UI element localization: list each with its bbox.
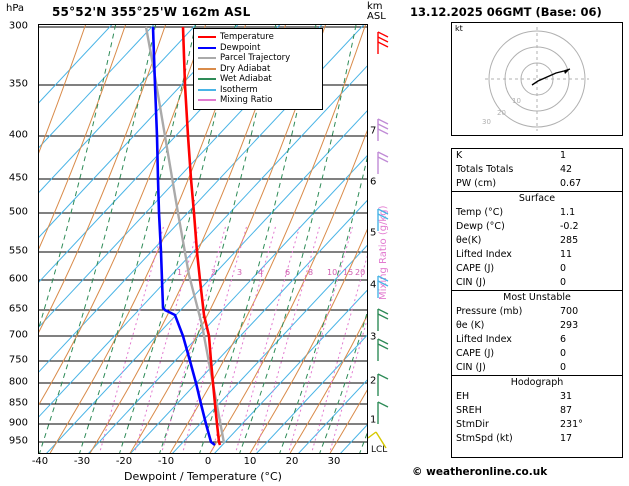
temperature-tick: -20 — [115, 456, 133, 467]
table-row — [452, 206, 622, 220]
legend-label: Dewpoint — [220, 42, 261, 53]
wind-barb — [378, 374, 388, 396]
legend-item — [198, 95, 318, 106]
hodograph-ring — [521, 63, 553, 95]
hodograph-ring-label: 20 — [497, 109, 506, 117]
section-title: Hodograph — [510, 377, 564, 388]
index-label: Lifted Index — [456, 249, 512, 260]
mixing-ratio-value: 15 — [343, 268, 354, 277]
index-value: 31 — [560, 391, 573, 402]
height-tick: 5 — [370, 227, 377, 239]
pressure-tick: 950 — [8, 435, 28, 447]
index-value: 700 — [560, 306, 579, 317]
legend-label: Mixing Ratio — [220, 95, 273, 105]
legend-swatch-parcel — [198, 57, 216, 59]
table-row — [452, 333, 622, 347]
legend-swatch-wet-adiabat — [198, 78, 216, 80]
mixing-ratio-value: 10 — [327, 268, 338, 277]
mixing-ratio-value: 1 — [177, 268, 183, 277]
legend-label: Dry Adiabat — [220, 63, 271, 74]
legend-item — [198, 64, 318, 75]
index-label: CIN (J) — [456, 277, 486, 288]
index-label: K — [456, 150, 463, 161]
index-value: 87 — [560, 405, 573, 416]
index-value: 285 — [560, 235, 579, 246]
height-tick: 7 — [370, 125, 377, 137]
legend-item — [198, 32, 318, 43]
index-value: 11 — [560, 249, 573, 260]
mixing-ratio-value: 6 — [285, 268, 291, 277]
wind-barb — [378, 152, 388, 174]
temperature-tick: 0 — [204, 456, 212, 467]
indices-section-hodograph — [452, 376, 622, 446]
copyright-notice: © weatheronline.co.uk — [412, 466, 548, 478]
index-value: 0.67 — [560, 178, 582, 189]
legend-swatch-isotherm — [198, 89, 216, 91]
index-label: Dewp (°C) — [456, 221, 505, 232]
table-row — [452, 361, 622, 375]
pressure-tick: 800 — [8, 376, 28, 388]
station-title: 55°52'N 355°25'W 162m ASL — [52, 5, 251, 19]
table-row — [452, 149, 622, 163]
index-value: 0 — [560, 263, 567, 274]
height-unit-label: km ASL — [367, 1, 386, 22]
table-row — [452, 276, 622, 290]
index-label: EH — [456, 391, 470, 402]
index-value: 0 — [560, 277, 567, 288]
pressure-tick: 600 — [8, 273, 28, 285]
pressure-tick: 350 — [8, 78, 28, 90]
legend-swatch-mixing-ratio — [198, 99, 216, 101]
index-value: 1.1 — [560, 207, 576, 218]
chart-legend — [193, 28, 323, 110]
wind-barb — [378, 309, 388, 331]
table-row — [452, 177, 622, 191]
table-row — [452, 347, 622, 361]
section-title: Surface — [518, 193, 556, 204]
temperature-tick: -10 — [157, 456, 175, 467]
table-row — [452, 305, 622, 319]
temperature-tick: -30 — [73, 456, 91, 467]
index-label: PW (cm) — [456, 178, 497, 189]
pressure-unit-label: hPa — [6, 3, 25, 14]
pressure-tick: 500 — [8, 206, 28, 218]
mixing-ratio-value: 4 — [258, 268, 264, 277]
index-value: 1 — [560, 150, 567, 161]
index-label: SREH — [456, 405, 482, 416]
sounding-indices-table — [451, 148, 623, 458]
pressure-tick: 300 — [8, 20, 28, 32]
legend-label: Parcel Trajectory — [220, 53, 291, 63]
table-row — [452, 163, 622, 177]
table-row — [452, 404, 622, 418]
x-axis-label: Dewpoint / Temperature (°C) — [124, 470, 282, 483]
indices-section-surface — [452, 192, 622, 291]
index-label: CIN (J) — [456, 362, 486, 373]
wind-barb — [378, 402, 388, 424]
wind-barb — [378, 276, 388, 298]
legend-item — [198, 53, 318, 64]
wind-barb — [378, 339, 388, 361]
hodograph-ring-label: 30 — [482, 118, 491, 126]
height-tick: 3 — [370, 331, 377, 343]
legend-label: Isotherm — [220, 84, 258, 95]
index-value: 0 — [560, 362, 567, 373]
index-value: -0.2 — [560, 221, 579, 232]
pressure-tick: 750 — [8, 354, 28, 366]
table-row — [452, 248, 622, 262]
mixing-ratio-value: 8 — [308, 268, 314, 277]
indices-section-most-unstable — [452, 291, 622, 376]
table-row — [452, 220, 622, 234]
lcl-label: LCL — [371, 445, 388, 455]
legend-label: Wet Adiabat — [220, 74, 272, 84]
legend-label: Temperature — [220, 32, 274, 42]
table-row — [452, 418, 622, 432]
pressure-tick: 650 — [8, 303, 28, 315]
forecast-datetime: 13.12.2025 06GMT (Base: 06) — [410, 5, 602, 19]
pressure-tick: 550 — [8, 245, 28, 257]
index-value: 0 — [560, 348, 567, 359]
index-label: Temp (°C) — [456, 207, 504, 218]
info-panel — [404, 0, 629, 486]
wind-barb — [378, 119, 388, 141]
hodograph-unit-label: kt — [455, 24, 463, 33]
height-tick: 6 — [370, 176, 377, 188]
temperature-tick: 10 — [243, 456, 257, 467]
index-label: CAPE (J) — [456, 348, 495, 359]
mixing-ratio-lines — [99, 225, 368, 454]
hodograph-box — [451, 22, 623, 136]
legend-item — [198, 85, 318, 96]
index-label: CAPE (J) — [456, 263, 495, 274]
index-label: Totals Totals — [456, 164, 514, 175]
hodograph-svg — [452, 23, 622, 135]
index-value: 6 — [560, 334, 567, 345]
pressure-tick: 700 — [8, 329, 28, 341]
legend-swatch-dewpoint — [198, 47, 216, 49]
hodograph-ring-label: 10 — [512, 97, 521, 105]
pressure-tick: 850 — [8, 397, 28, 409]
section-title: Most Unstable — [503, 292, 571, 303]
legend-item — [198, 74, 318, 85]
index-value: 231° — [560, 419, 583, 430]
temperature-tick: 20 — [285, 456, 299, 467]
index-value: 293 — [560, 320, 579, 331]
index-value: 17 — [560, 433, 573, 444]
pressure-tick: 400 — [8, 129, 28, 141]
mixing-ratio-value: 3 — [237, 268, 243, 277]
legend-swatch-temperature — [198, 36, 216, 38]
pressure-tick: 900 — [8, 417, 28, 429]
wind-barb-column — [368, 24, 402, 454]
wind-barb — [378, 32, 388, 54]
temperature-tick: -40 — [31, 456, 49, 467]
legend-item — [198, 43, 318, 54]
table-row — [452, 262, 622, 276]
pressure-tick: 450 — [8, 172, 28, 184]
mixing-ratio-axis-label: Mixing Ratio (g/kg) — [378, 205, 389, 300]
index-label: Lifted Index — [456, 334, 512, 345]
index-label: Pressure (mb) — [456, 306, 523, 317]
temperature-tick: 30 — [327, 456, 341, 467]
height-tick: 1 — [370, 414, 377, 426]
table-row — [452, 234, 622, 248]
mixing-ratio-value: 20 — [355, 268, 366, 277]
table-row — [452, 432, 622, 446]
table-row — [452, 319, 622, 333]
index-label: θe(K) — [456, 235, 482, 246]
index-label: StmSpd (kt) — [456, 433, 513, 444]
indices-section-general — [452, 149, 622, 192]
index-label: θe (K) — [456, 320, 485, 331]
height-tick: 2 — [370, 375, 377, 387]
wind-barb — [378, 209, 388, 231]
index-value: 42 — [560, 164, 573, 175]
legend-swatch-dry-adiabat — [198, 68, 216, 70]
wind-barb — [368, 432, 386, 448]
mixing-ratio-value: 2 — [211, 268, 217, 277]
index-label: StmDir — [456, 419, 489, 430]
table-row — [452, 390, 622, 404]
height-tick: 4 — [370, 279, 377, 291]
